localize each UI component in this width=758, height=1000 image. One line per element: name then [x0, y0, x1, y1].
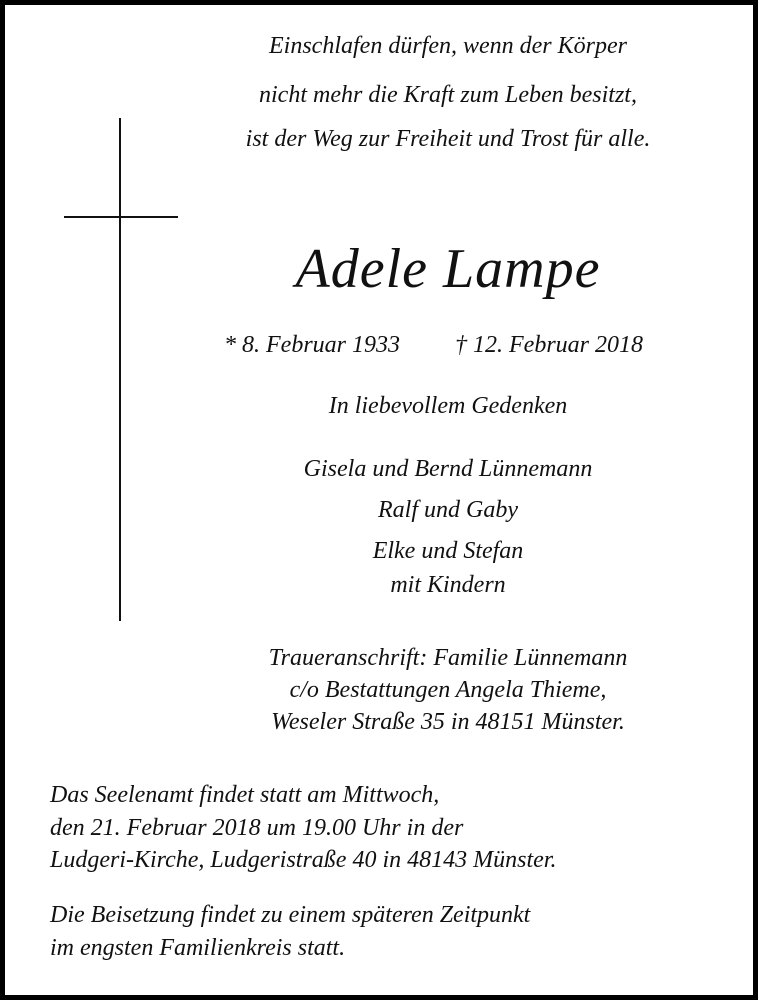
- mourner: Elke und Stefan: [372, 538, 524, 564]
- burial-line: im engsten Familienkreis statt.: [50, 935, 346, 961]
- cross-icon-bar: [64, 216, 178, 218]
- mourner: Gisela und Bernd Lünnemann: [303, 456, 593, 482]
- mourner: Ralf und Gaby: [378, 497, 518, 523]
- birth-date: * 8. Februar 1933: [224, 332, 400, 358]
- address-line: Weseler Straße 35 in 48151 Münster.: [271, 709, 625, 735]
- verse-line: ist der Weg zur Freiheit und Trost für alle.: [245, 126, 651, 152]
- verse-line: nicht mehr die Kraft zum Leben besitzt,: [259, 82, 637, 108]
- dedication: In liebevollem Gedenken: [328, 393, 568, 419]
- death-date: † 12. Februar 2018: [455, 332, 643, 358]
- address-line: Traueranschrift: Familie Lünnemann: [268, 645, 628, 671]
- cross-icon: [119, 118, 121, 621]
- deceased-name: Adele Lampe: [295, 238, 601, 300]
- service-line: Das Seelenamt findet statt am Mittwoch,: [50, 782, 440, 808]
- service-line: Ludgeri-Kirche, Ludgeristraße 40 in 48143 Münster.: [50, 847, 557, 873]
- burial-line: Die Beisetzung findet zu einem späteren Zeitpunkt: [50, 902, 531, 928]
- verse-line: Einschlafen dürfen, wenn der Körper: [269, 33, 627, 59]
- address-line: c/o Bestattungen Angela Thieme,: [289, 677, 607, 703]
- mourner: mit Kindern: [390, 572, 506, 598]
- service-line: den 21. Februar 2018 um 19.00 Uhr in der: [50, 815, 464, 841]
